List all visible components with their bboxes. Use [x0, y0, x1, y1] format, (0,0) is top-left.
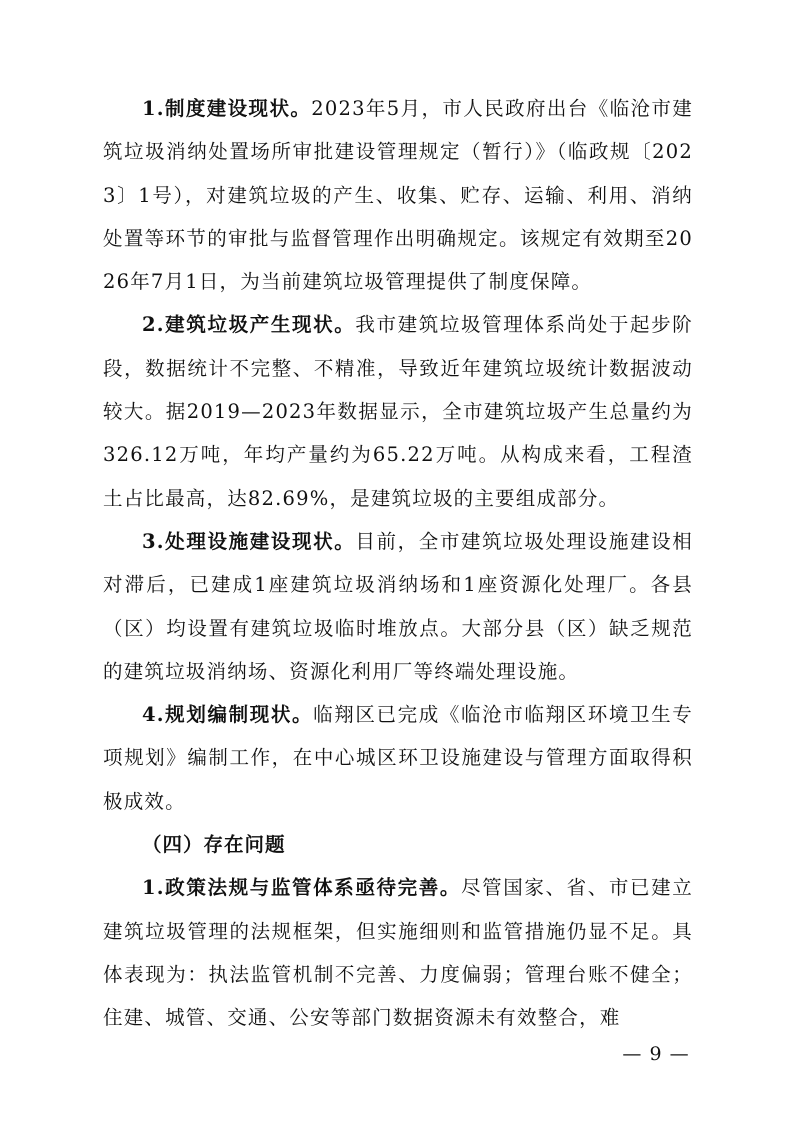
paragraph-planning-status: [103, 693, 693, 823]
paragraph-text: 2023年5月，市人民政府出台《临沧市建筑垃圾消纳处置场所审批建设管理规定（暂行）》（临政规〔2023〕1号），对建筑垃圾的产生、收集、贮存、运输、利用、消纳处置等环节的审批与监督管理作出明确规定。该规定有效期至2026年7月1日，为当前建筑垃圾管理提供了制度保障。: [103, 97, 693, 294]
paragraph-text: 临翔区已完成《临沧市临翔区环境卫生专项规划》编制工作，在中心城区环卫设施建设与管理方面取得积极成效。: [103, 703, 693, 813]
paragraph-waste-generation: [103, 303, 693, 519]
section-heading: （四）存在问题: [142, 833, 286, 857]
paragraph-policy-problems: [103, 866, 693, 1039]
paragraph-text: 我市建筑垃圾管理体系尚处于起步阶段，数据统计不完整、不精准，导致近年建筑垃圾统计数据波动较大。据2019—2023年数据显示，全市建筑垃圾产生总量约为326.12万吨，年均产量约为65.22万吨。从构成来看，工程渣土占比最高，达82.69%，是建筑垃圾的主要组成部分。: [103, 313, 694, 510]
paragraph-system-construction: [103, 87, 693, 303]
paragraph-text: 目前，全市建筑垃圾处理设施建设相对滞后，已建成1座建筑垃圾消纳场和1座资源化处理厂。各县（区）均设置有建筑垃圾临时堆放点。大部分县（区）缺乏规范的建筑垃圾消纳场、资源化利用厂等终端处理设施。: [103, 529, 694, 683]
paragraph-lead: 2.建筑垃圾产生现状。: [142, 313, 356, 337]
paragraph-lead: 4.规划编制现状。: [142, 703, 314, 727]
paragraph-text: 尽管国家、省、市已建立建筑垃圾管理的法规框架，但实施细则和监管措施仍显不足。具体表现为：执法监管机制不完善、力度偏弱；管理台账不健全；住建、城管、交通、公安等部门数据资源未有效整合，难: [103, 876, 693, 1030]
document-body: [103, 87, 693, 1040]
paragraph-lead: 1.政策法规与监管体系亟待完善。: [142, 876, 461, 900]
paragraph-lead: 3.处理设施建设现状。: [142, 529, 356, 553]
page-number: — 9 —: [622, 1043, 690, 1065]
paragraph-lead: 1.制度建设现状。: [142, 97, 312, 120]
paragraph-facility-construction: [103, 520, 693, 693]
